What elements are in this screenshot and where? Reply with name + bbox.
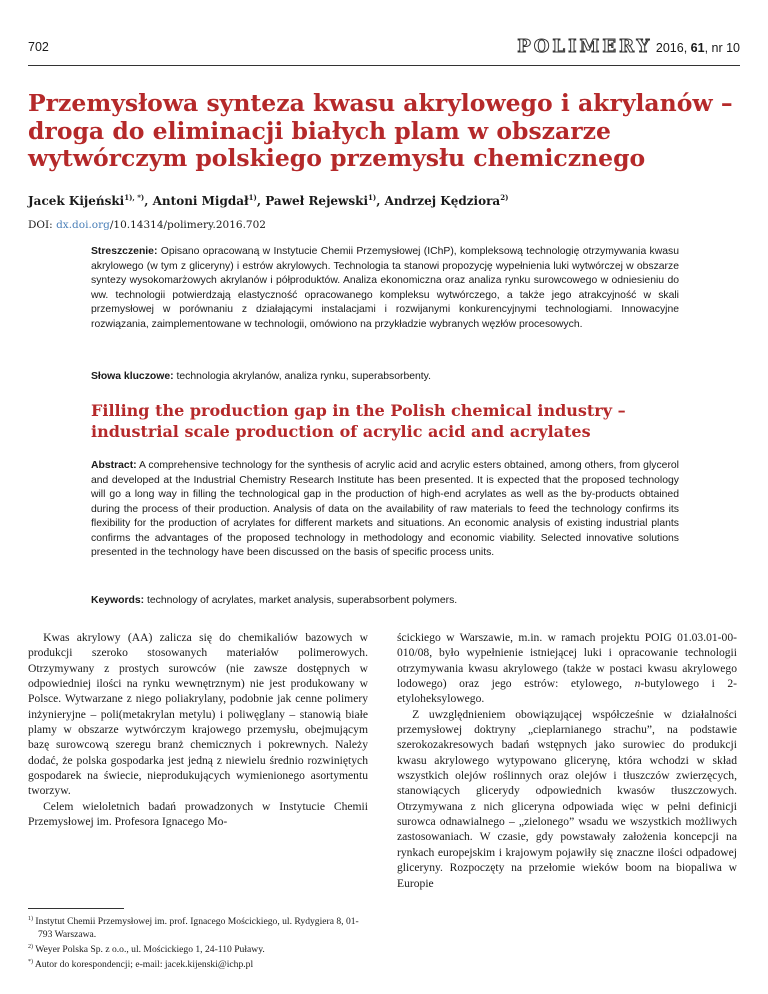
page-number: 702 — [28, 40, 49, 54]
doi-link[interactable]: dx.doi.org — [56, 219, 110, 231]
abstract-label: Abstract: — [91, 460, 137, 471]
footnote-rule — [28, 908, 124, 909]
author-affiliation-mark: 2) — [500, 193, 509, 202]
author-list — [28, 193, 508, 208]
footnote — [28, 913, 368, 941]
footnote-text: Instytut Chemii Przemysłowej im. prof. Ignacego Mościckiego, ul. Rydygiera 8, 01-793 Warszawa. — [33, 916, 359, 941]
author-name: Antoni Migdał — [152, 194, 249, 208]
author-name: Paweł Rejewski — [265, 194, 368, 208]
body-paragraph: Kwas akrylowy (AA) zalicza się do chemikaliów bazowych w produkcji szeroko stosowanych materiałów polimerowych. Otrzymywany z prostych surowców (nie zawsze dostępnych w odpowiedniej ilości na rynku wewnętrznym) nie jest produkowany w Polsce. Wytwarzane z niego poliakrylany, podobnie jak cenne polimery inżynieryjne – poli(metakrylan metylu) i poliwęglany – stanowią białe plamy w obszarze wytwórczym krajowego przemysłu, obejmującym bazę surowcową szeregu branż chemicznych i pokrewnych. Należy dodać, że polska gospodarka jest jedną z niewielu średnio rozwiniętych gospodarek na świecie, nieprodukujących wymienionego asortymentu tworzyw. — [28, 631, 368, 798]
abstract-text: A comprehensive technology for the synthesis of acrylic acid and acrylic esters obtained, among others, from glycerol and developed at the Industrial Chemistry Research Institute has been presented. It is expected that the proposed technology will go a long way in filling the technological gap in the production of high-end acrylates as well as the by-products obtained during the process of their production. Analysis of data on the availability of raw materials to feed the technology confirms its flexibility for the production of acrylates for different markets and situations. An economic analysis of existing industrial plants confirms the advantages of the proposed technology in methodology and economic viability. Selected innovative solutions presented in the technology have been discussed on the basis of specific process units. — [91, 460, 679, 558]
author-affiliation-mark: 1), *) — [124, 193, 145, 202]
author-name: Jacek Kijeński — [28, 194, 125, 208]
footnote — [28, 956, 368, 971]
abstract-polish — [91, 245, 679, 332]
keywords-label: Słowa kluczowe: — [91, 371, 174, 382]
keywords-text: technologia akrylanów, analiza rynku, superabsorbenty. — [173, 371, 431, 382]
author-affiliation-mark: 1) — [248, 193, 257, 202]
footnote-text: Weyer Polska Sp. z o.o., ul. Mościckiego 1, 24-110 Puławy. — [33, 944, 265, 956]
body-text-italic: n — [634, 677, 641, 691]
journal-citation — [517, 36, 740, 57]
abstract-text: Opisano opracowaną w Instytucie Chemii Przemysłowej (IChP), kompleksową technologię otrzymywania kwasu akrylowego (w tym z gliceryny) i estrów akrylowych. Technologia ta stanowi propozycję wypełnienia luki wytwórczej w obszarze syntezy wysokomarżowych akrylanów i półproduktów. Analiza ekonomiczna oraz analiza rynku surowcowego w odniesieniu do ww. technologii potwierdzają elastyczność opracowanego kompleksu wytwórczego, a także jego atrakcyjność w skali przemysłowej w porównaniu z działającymi instalacjami i rozwijanymi konkurencyjnymi technologiami. Innowacyjne rozwiązania, zaimplementowane w technologii, omówiono na przykładzie wybranych węzłów procesowych. — [91, 246, 679, 330]
author-separator: , — [144, 194, 153, 208]
doi-suffix: /10.14314/polimery.2016.702 — [109, 219, 266, 231]
doi-label: DOI: — [28, 219, 57, 231]
author-name: Andrzej Kędziora — [384, 194, 501, 208]
abstract-label: Streszczenie: — [91, 246, 158, 257]
footnote-text: Autor do korespondencji; e-mail: jacek.kijenski@ichp.pl — [33, 959, 254, 971]
body-paragraph — [397, 630, 737, 707]
body-paragraph: Z uwzględnieniem obowiązującej współcześnie w działalności przemysłowej doktryny „cieplarnianego strachu”, na podstawie szerokozakresowych badań wstępnych jako surowiec do produkcji kwasu akrylowego wytypowano glicerynę, która wchodzi w skład wszystkich olejów roślinnych oraz olejów i tłuszczów zwierzęcych, stanowiących glicerydy odpowiednich kwasów tłuszczowych. Otrzymywana z nich gliceryna odpowiada więc w pełni definicji surowca odnawialnego – „zielonego” wsadu we wszystkich możliwych zastosowaniach. W czasie, gdy powstawały założenia koncepcji na rynkach europejskim i krajowym pojawiły się znaczne ilości odpadowej gliceryny. Rozpoczęty na przełomie wieków boom na biopaliwa w Europie — [397, 707, 737, 890]
keywords-polish — [91, 370, 679, 385]
body-text: ścickiego w Warszawie, m.in. w ramach projektu POIG 01.03.01-00-010/08, było wypełnienie istniejącej luki i opracowanie technologii otrzymywania kwasu akrylowego (także w postaci kwasu akrylowego lodowego) oraz jego estrów: etylowego, — [397, 631, 737, 691]
body-column-left — [28, 630, 368, 829]
body-paragraph: Celem wieloletnich badań prowadzonych w Instytucie Chemii Przemysłowej im. Profesora Ignacego Mo- — [28, 799, 368, 829]
footnote-mark: *) — [28, 959, 33, 966]
abstract-english — [91, 459, 679, 561]
journal-name: POLIMERY — [517, 36, 653, 57]
footnotes — [28, 913, 368, 972]
body-text: -butylowego i 2-etyloheksylowego. — [397, 677, 738, 706]
journal-year: 2016, — [655, 41, 691, 55]
header-rule — [28, 65, 740, 66]
doi-line — [28, 219, 266, 231]
footnote-mark: 1) — [28, 916, 33, 922]
footnote — [28, 941, 368, 956]
article-title-english: Filling the production gap in the Polish chemical industry – industrial scale production of acrylic acid and acrylates — [91, 401, 626, 441]
journal-issue: , nr 10 — [704, 41, 740, 55]
author-affiliation-mark: 1) — [368, 193, 377, 202]
page-header — [28, 36, 740, 58]
author-separator: , — [376, 194, 385, 208]
author-separator: , — [256, 194, 266, 208]
footnote-mark: 2) — [28, 944, 33, 951]
body-column-right — [397, 630, 737, 891]
article-title-polish: Przemysłowa synteza kwasu akrylowego i akrylanów – droga do eliminacji białych plam w obszarze wytwórczym polskiego przemysłu chemicznego — [28, 89, 733, 172]
keywords-english — [91, 594, 679, 609]
keywords-text: technology of acrylates, market analysis, superabsorbent polymers. — [144, 595, 458, 606]
keywords-label: Keywords: — [91, 595, 145, 606]
journal-volume: 61 — [690, 41, 705, 55]
